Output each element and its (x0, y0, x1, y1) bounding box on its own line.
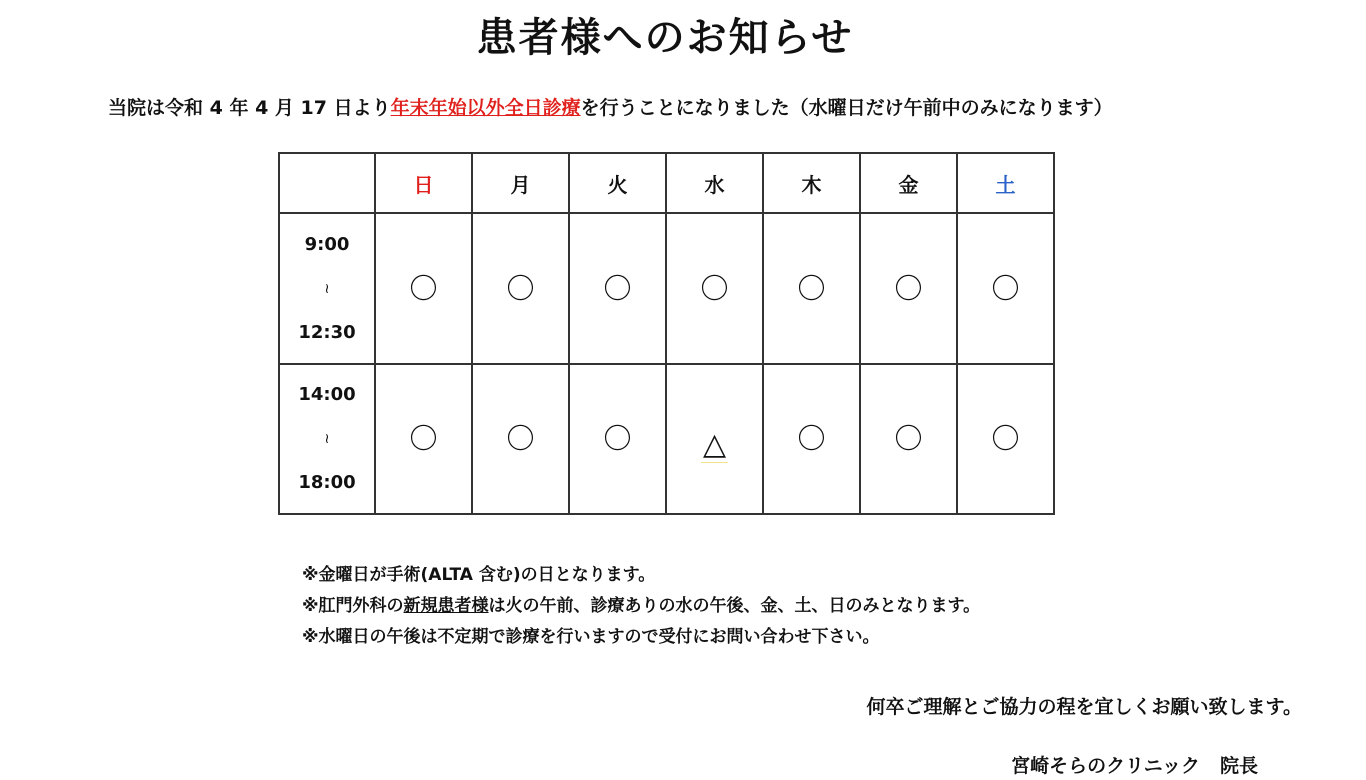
notice-highlight: 年末年始以外全日診療 (390, 97, 581, 119)
open-mark: 〇 (506, 422, 535, 455)
availability-cell (763, 364, 860, 514)
availability-cell (957, 213, 1054, 364)
note-line (302, 591, 980, 622)
time-cell-afternoon (279, 364, 375, 514)
irregular-mark: △ (702, 426, 727, 462)
note-text: ※肛門外科の (302, 596, 404, 616)
open-mark: 〇 (991, 271, 1020, 305)
header-day-saturday: 土 (957, 153, 1054, 213)
time-start: 14:00 (298, 384, 356, 405)
availability-cell (666, 364, 763, 514)
availability-cell (860, 364, 957, 514)
clinic-name: 宮崎そらのクリニック (1011, 755, 1200, 777)
time-cell-morning (279, 213, 375, 364)
open-mark: 〇 (797, 271, 826, 305)
availability-cell (666, 213, 763, 364)
header-day-sunday: 日 (375, 153, 472, 213)
notice-prefix: 当院は令和 4 年 4 月 17 日より (108, 97, 391, 119)
availability-cell (472, 364, 569, 514)
note-line: ※金曜日が手術(ALTA 含む)の日となります。 (302, 565, 656, 585)
time-range-tilde: ≀ (324, 431, 330, 447)
time-end: 18:00 (298, 472, 356, 493)
availability-cell (569, 364, 666, 514)
header-day-friday: 金 (860, 153, 957, 213)
notice-text (108, 93, 1113, 120)
open-mark: 〇 (991, 422, 1020, 455)
header-day-monday: 月 (472, 153, 569, 213)
time-end: 12:30 (298, 321, 356, 343)
signature-role: 院長 (1219, 755, 1258, 777)
open-mark: 〇 (603, 422, 632, 455)
availability-cell (569, 213, 666, 364)
availability-cell (957, 364, 1054, 514)
schedule-row-morning (279, 213, 1054, 364)
open-mark: 〇 (409, 422, 438, 455)
page-title: 患者様へのお知らせ (476, 15, 854, 61)
closing-text: 何卒ご理解とご協力の程を宜しくお願い致します。 (866, 696, 1302, 718)
open-mark: 〇 (797, 422, 826, 455)
open-mark: 〇 (603, 271, 632, 305)
availability-cell (472, 213, 569, 364)
time-start: 9:00 (304, 233, 350, 255)
availability-cell (860, 213, 957, 364)
note-line: ※水曜日の午後は不定期で診療を行いますので受付にお問い合わせ下さい。 (302, 627, 880, 647)
availability-cell (375, 213, 472, 364)
open-mark: 〇 (506, 271, 535, 305)
header-day-thursday: 木 (763, 153, 860, 213)
signature (1011, 751, 1258, 778)
header-corner-cell (279, 153, 375, 213)
availability-cell (375, 364, 472, 514)
availability-cell (763, 213, 860, 364)
notice-suffix: を行うことになりました（水曜日だけ午前中のみになります） (580, 97, 1113, 119)
schedule-header-row (279, 153, 1054, 213)
header-day-tuesday: 火 (569, 153, 666, 213)
open-mark: 〇 (894, 271, 923, 305)
note-underlined-text: 新規患者様 (403, 596, 489, 616)
open-mark: 〇 (409, 271, 438, 305)
time-range-tilde: ≀ (324, 280, 330, 297)
header-day-wednesday: 水 (666, 153, 763, 213)
schedule-table (278, 152, 1055, 515)
open-mark: 〇 (700, 271, 729, 305)
notes-block (302, 560, 980, 653)
schedule-row-afternoon (279, 364, 1054, 514)
open-mark: 〇 (894, 422, 923, 455)
note-text: は火の午前、診療ありの水の午後、金、土、日のみとなります。 (488, 596, 981, 616)
